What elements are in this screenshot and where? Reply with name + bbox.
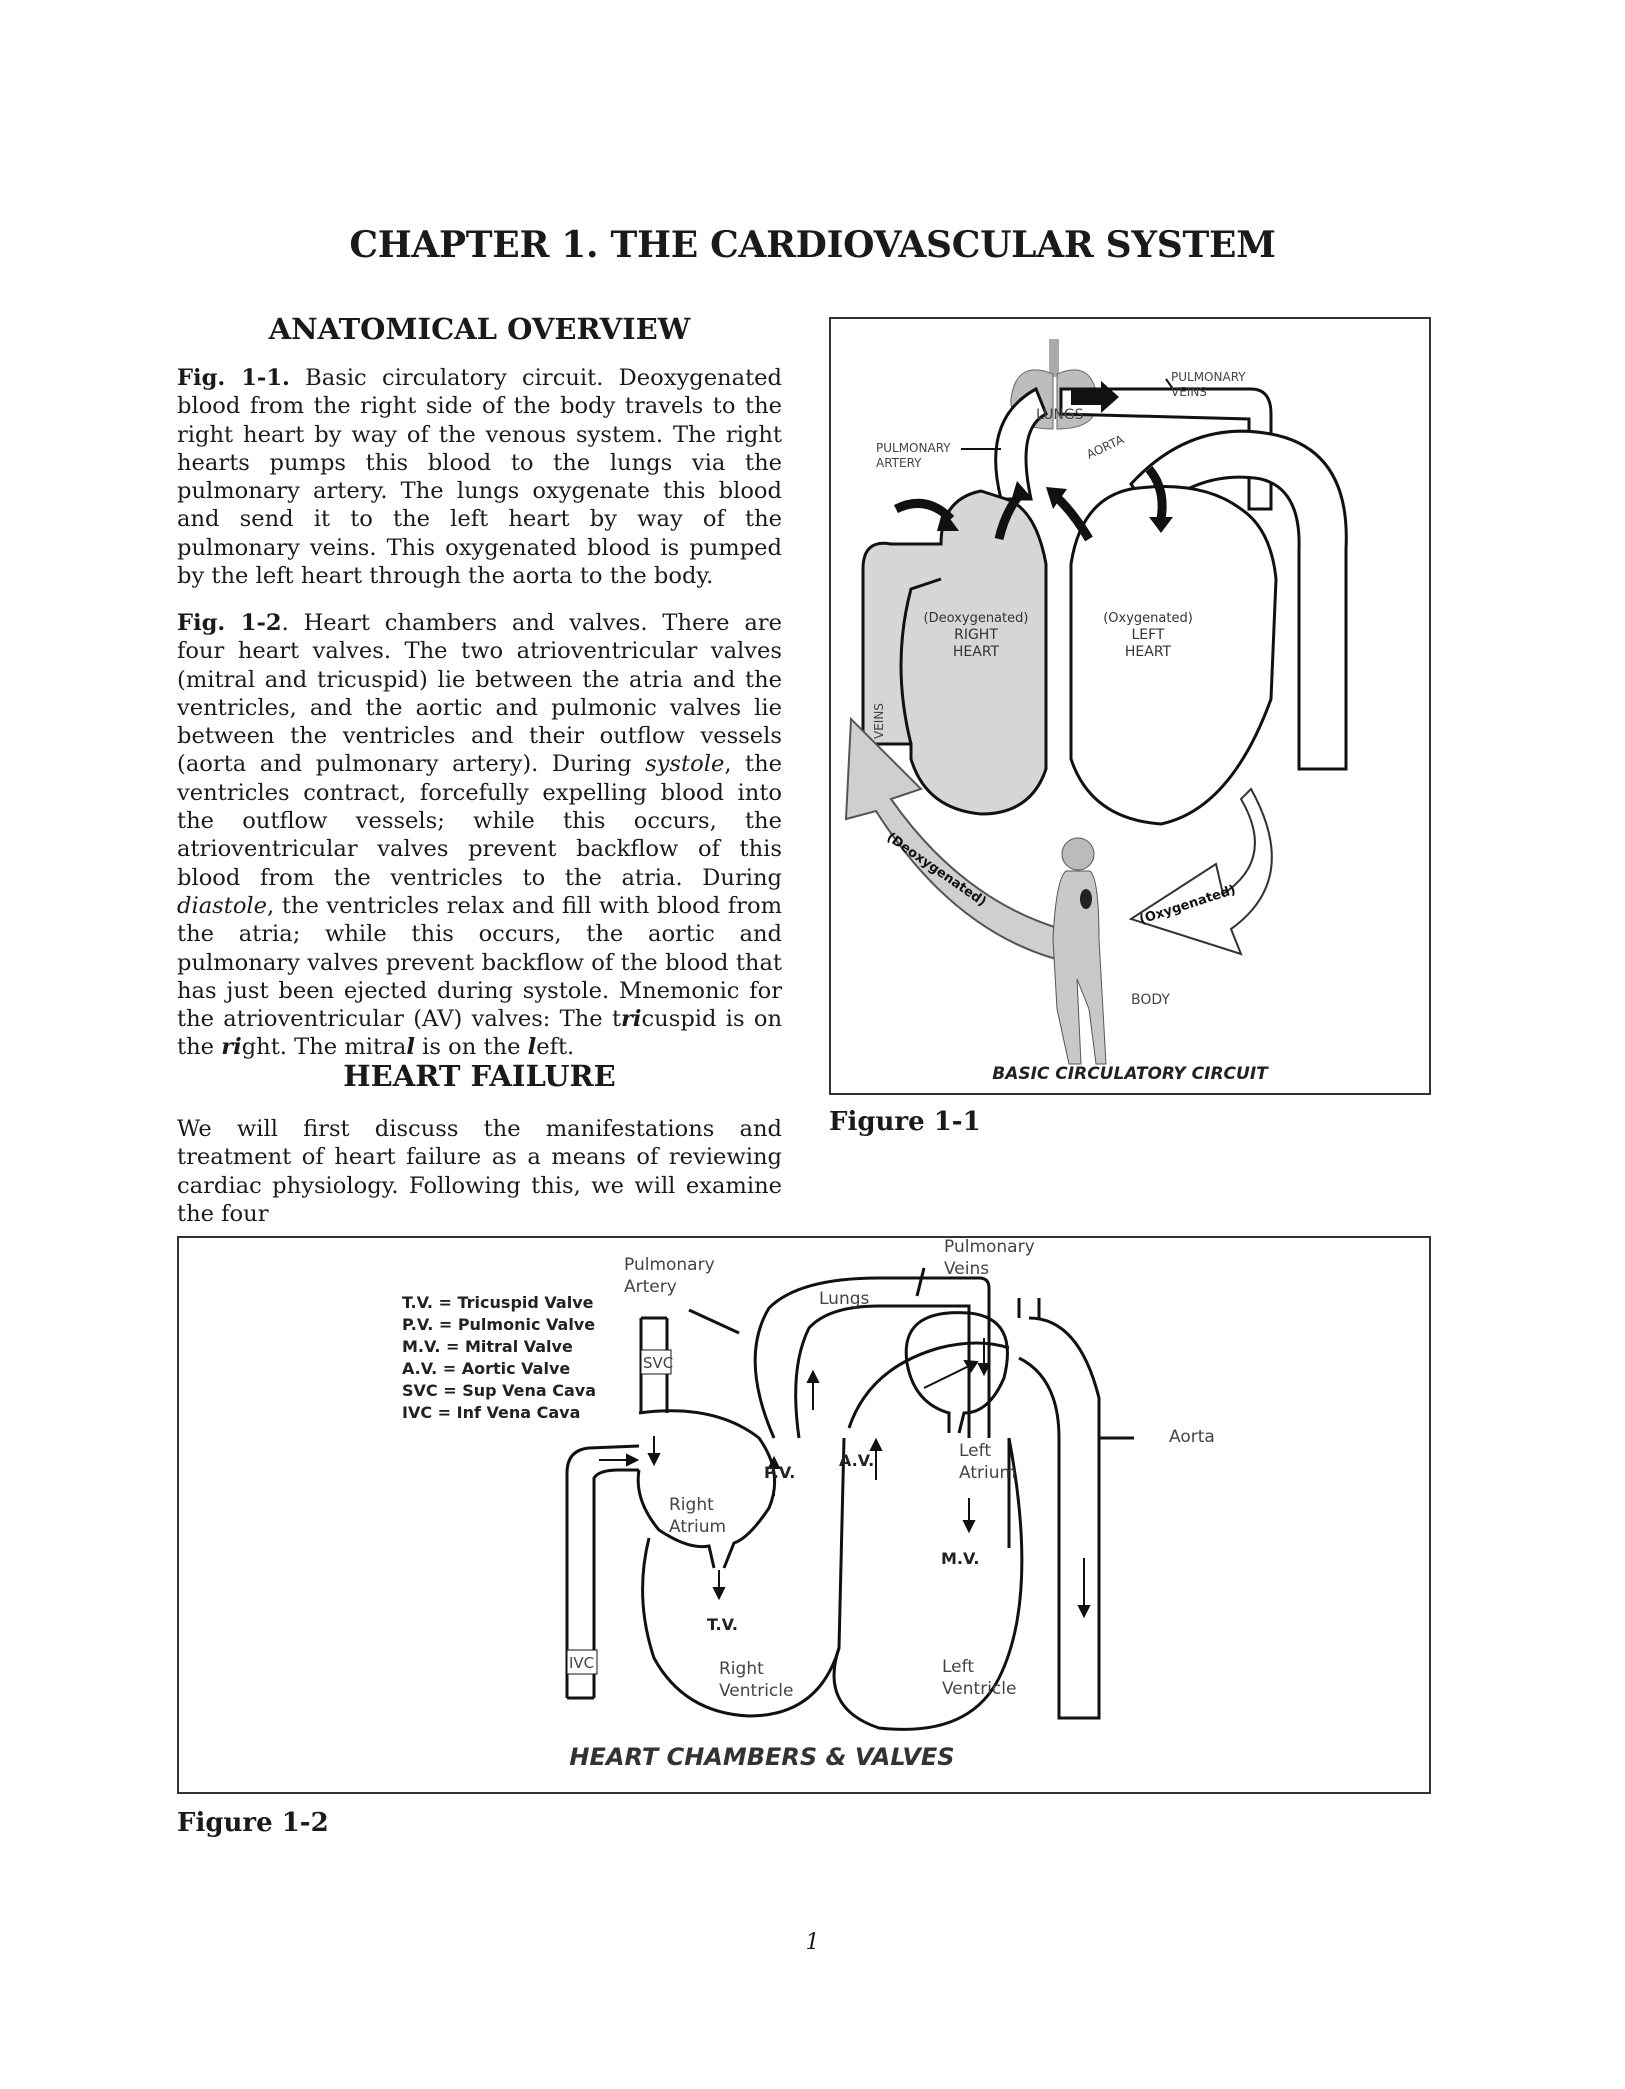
label-ivc: IVC — [569, 1654, 595, 1672]
label-oxygenated: (Oxygenated) — [1137, 882, 1238, 928]
figure-1-1-caption: Figure 1-1 — [829, 1107, 981, 1137]
figure-1-2-title: HEART CHAMBERS & VALVES — [569, 1743, 955, 1771]
section-heading-heart-failure: HEART FAILURE — [343, 1059, 616, 1093]
paragraph-text: , the ventricles relax and fill with blood from the atria; while this occurs, the aortic and pulmonary valves prevent backflow of the blood that has just been ejected during systole. Mnemonic for the atrioventricular (AV) valves: The t — [177, 892, 782, 1033]
figure-1-2-caption: Figure 1-2 — [177, 1808, 329, 1838]
label-left-atrium-2: Atrium — [959, 1463, 1017, 1483]
label-left-heart-2: LEFT — [1131, 627, 1165, 643]
label-pv: P.V. — [764, 1463, 796, 1482]
paragraph-text: , the ventricles contract, forcefully expelling blood into the outflow vessels; while this occurs, the atrioventricular valves prevent backflow of this blood from the ventricles to the atria. During — [177, 751, 782, 891]
label-body: BODY — [1131, 992, 1170, 1008]
label-right-atrium-1: Right — [669, 1495, 714, 1515]
label-pulmonary-veins-2: VEINS — [1171, 385, 1207, 399]
paragraph-lead: Fig. 1-1. — [177, 365, 290, 391]
label-right-heart-1: (Deoxygenated) — [923, 611, 1029, 626]
term-diastole: diastole — [177, 892, 268, 919]
paragraph-text: is on the — [414, 1034, 528, 1061]
mnemonic-ri: ri — [221, 1034, 242, 1061]
chapter-title: CHAPTER 1. THE CARDIOVASCULAR SYSTEM — [349, 224, 1276, 266]
legend-item: A.V. = Aortic Valve — [402, 1359, 571, 1378]
label-veins: VEINS — [872, 703, 886, 739]
label-right-ventricle-2: Ventricle — [719, 1681, 794, 1701]
basic-circulatory-circuit-diagram — [831, 319, 1429, 1093]
label-deoxygenated: (Deoxygenated) — [883, 829, 989, 910]
label-tv: T.V. — [707, 1615, 738, 1634]
paragraph-lead: Fig. 1-2 — [177, 610, 282, 636]
page-number: 1 — [805, 1930, 820, 1955]
paragraph-text: . Heart chambers and valves. There are four heart valves. The two atrioventricular valves (mitral and tricuspid) lie between the atria and the ventricles, and the aortic and pulmonic valves lie between the ventricles and their outflow vessels (aorta and pulmonary artery). During — [177, 610, 782, 778]
paragraph-text: Basic circulatory circuit. Deoxygenated blood from the right side of the body travels to the right heart by way of the venous system. The right hearts pumps this blood to the lungs via the pulmonary artery. The lungs oxygenate this blood and send it to the left heart by way of the pulmonary veins. This oxygenated blood is pumped by the left heart through the aorta to the body. — [177, 365, 782, 590]
figure-1-1-title: BASIC CIRCULATORY CIRCUIT — [992, 1064, 1268, 1084]
legend-item: SVC = Sup Vena Cava — [402, 1381, 597, 1400]
label-pulmonary-veins-1: Pulmonary — [944, 1238, 1035, 1257]
label-mv: M.V. — [941, 1549, 980, 1568]
heart-chambers-valves-diagram — [179, 1238, 1429, 1792]
label-right-heart-3: HEART — [952, 644, 1000, 660]
label-pulmonary-artery-1: PULMONARY — [876, 441, 951, 455]
legend-item: IVC = Inf Vena Cava — [402, 1403, 581, 1422]
label-left-heart-1: (Oxygenated) — [1103, 611, 1193, 626]
paragraph-text: cuspid is on the — [177, 1006, 782, 1061]
label-left-ventricle-2: Ventricle — [942, 1679, 1017, 1699]
figure-1-2 — [177, 1236, 1431, 1794]
section-heading-anatomical-overview: ANATOMICAL OVERVIEW — [268, 312, 691, 346]
label-right-atrium-2: Atrium — [669, 1517, 727, 1537]
label-left-heart-3: HEART — [1124, 644, 1172, 660]
mnemonic-l: l — [527, 1034, 537, 1061]
label-right-ventricle-1: Right — [719, 1659, 764, 1679]
term-systole: systole — [645, 751, 725, 778]
paragraph-text: ght. The mitra — [241, 1034, 407, 1061]
label-aorta: Aorta — [1169, 1427, 1215, 1447]
label-lungs: LUNGS — [1036, 407, 1084, 423]
label-lungs: Lungs — [819, 1289, 870, 1309]
label-pulmonary-artery-2: ARTERY — [876, 456, 922, 470]
label-pulmonary-veins-1: PULMONARY — [1171, 370, 1246, 384]
legend — [402, 1293, 596, 1422]
figure-1-1 — [829, 317, 1431, 1095]
label-left-atrium-1: Left — [959, 1441, 991, 1461]
label-pulmonary-veins-2: Veins — [944, 1259, 990, 1279]
legend-item: T.V. = Tricuspid Valve — [402, 1293, 594, 1312]
legend-item: M.V. = Mitral Valve — [402, 1337, 573, 1356]
mnemonic-l: l — [406, 1034, 415, 1061]
human-body-icon — [1053, 838, 1106, 1064]
paragraph-heart-failure: We will first discuss the manifestations and treatment of heart failure as a means of reviewing cardiac physiology. Following this, we will examine the four — [177, 1116, 782, 1227]
paragraph-fig-1-1 — [177, 364, 782, 590]
label-right-heart-2: RIGHT — [954, 627, 998, 643]
label-svc: SVC — [643, 1354, 674, 1372]
label-pulmonary-artery-2: Artery — [624, 1277, 677, 1297]
label-aorta: AORTA — [1084, 432, 1127, 462]
paragraph-text: eft. — [536, 1034, 575, 1061]
legend-item: P.V. = Pulmonic Valve — [402, 1315, 596, 1334]
label-left-ventricle-1: Left — [942, 1657, 974, 1677]
paragraph-fig-1-2 — [177, 609, 782, 1062]
mnemonic-tri: ri — [621, 1006, 642, 1033]
label-pulmonary-artery-1: Pulmonary — [624, 1255, 715, 1275]
label-av: A.V. — [839, 1451, 875, 1470]
